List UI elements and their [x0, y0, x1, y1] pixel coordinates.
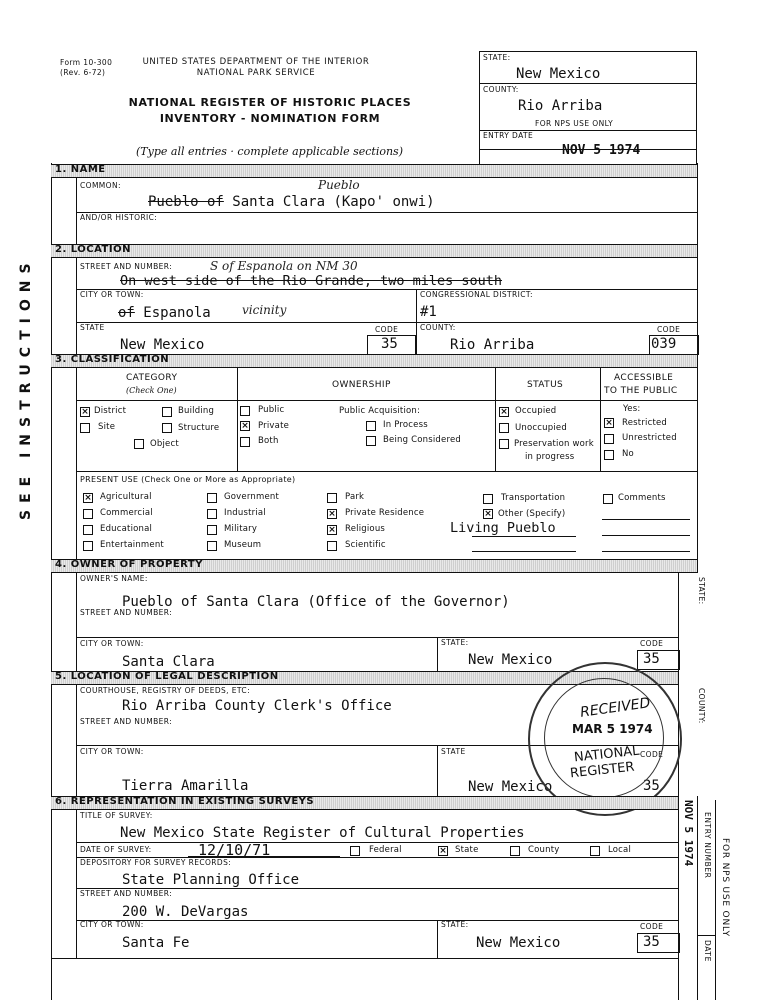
courthouse-label: COURTHOUSE, REGISTRY OF DEEDS, ETC:	[80, 686, 250, 695]
owner-name: Pueblo of Santa Clara (Office of the Governor)	[122, 594, 510, 610]
dep-street: 200 W. DeVargas	[122, 904, 249, 920]
county-code: 039	[651, 336, 677, 352]
street-label: STREET AND NUMBER:	[80, 262, 173, 271]
survey-title: New Mexico State Register of Cultural Properties	[120, 825, 525, 841]
legal-code-label: CODE	[640, 750, 664, 759]
section-5-bar: 5. LOCATION OF LEGAL DESCRIPTION	[51, 671, 678, 685]
military-checkbox[interactable]	[207, 525, 217, 535]
comments-label: Comments	[618, 493, 666, 503]
nps-state-label: STATE:	[483, 53, 511, 62]
site-label: Site	[98, 422, 116, 432]
stamp-national: NATIONAL	[573, 743, 641, 766]
scientific-checkbox[interactable]	[327, 541, 337, 551]
stamp-date: MAR 5 1974	[572, 722, 653, 736]
industrial-checkbox[interactable]	[207, 509, 217, 519]
congressional-district: #1	[420, 304, 437, 320]
common-label: COMMON:	[80, 181, 121, 190]
section-4-bar: 4. OWNER OF PROPERTY	[51, 559, 697, 573]
ownership-head: OWNERSHIP	[332, 380, 391, 390]
object-checkbox[interactable]	[134, 439, 144, 449]
see-instructions: SEE INSTRUCTIONS	[18, 256, 34, 520]
section-3-bar: 3. CLASSIFICATION	[51, 354, 697, 368]
survey-date-label: DATE OF SURVEY:	[80, 845, 152, 854]
dep-code: 35	[643, 934, 660, 950]
form-title: NATIONAL REGISTER OF HISTORIC PLACES	[128, 96, 412, 109]
owner-state-label: STATE:	[441, 638, 469, 647]
dep-state: New Mexico	[476, 935, 561, 951]
site-checkbox[interactable]	[80, 423, 90, 433]
side-entry-number: ENTRY NUMBER	[703, 812, 712, 879]
other-value: Living Pueblo	[450, 520, 556, 536]
depository: State Planning Office	[122, 872, 300, 888]
owner-street-label: STREET AND NUMBER:	[80, 608, 173, 617]
city-label: CITY OR TOWN:	[80, 290, 144, 299]
side-entry-stamp: NOV 5 1974	[682, 800, 695, 867]
historic-label: AND/OR HISTORIC:	[80, 213, 158, 222]
state-label: STATE	[80, 323, 105, 332]
city-handwritten: vicinity	[242, 303, 287, 317]
agricultural-label: Agricultural	[100, 492, 152, 502]
local-label: Local	[608, 845, 632, 855]
form-revision: (Rev. 6-72)	[60, 68, 106, 77]
entry-date-label: ENTRY DATE	[483, 131, 534, 140]
being-considered-label: Being Considered	[383, 435, 461, 445]
legal-state: New Mexico	[468, 779, 553, 795]
handwritten-pueblo: Pueblo	[318, 178, 360, 192]
department: UNITED STATES DEPARTMENT OF THE INTERIOR	[142, 57, 370, 67]
unrestricted-checkbox[interactable]	[604, 434, 614, 444]
public-checkbox[interactable]	[240, 406, 250, 416]
other-checkbox[interactable]: ×	[484, 509, 492, 519]
local-checkbox[interactable]	[590, 846, 600, 856]
county-label: COUNTY:	[420, 323, 456, 332]
being-considered-checkbox[interactable]	[366, 436, 376, 446]
educational-checkbox[interactable]	[83, 525, 93, 535]
legal-state-label: STATE	[441, 747, 466, 756]
accessible-head-2: TO THE PUBLIC	[604, 386, 678, 396]
congressional-label: CONGRESSIONAL DISTRICT:	[420, 290, 533, 299]
restricted-checkbox[interactable]: ×	[605, 418, 613, 428]
transportation-label: Transportation	[501, 493, 566, 503]
county: Rio Arriba	[450, 337, 535, 353]
occupied-label: Occupied	[515, 406, 557, 416]
county-checkbox[interactable]	[510, 846, 520, 856]
public-label: Public	[258, 405, 285, 415]
street-typed: On west side of the Rio Grande, two miles south	[120, 273, 503, 289]
private-residence-label: Private Residence	[345, 508, 425, 518]
in-process-checkbox[interactable]	[366, 421, 376, 431]
federal-checkbox[interactable]	[350, 846, 360, 856]
industrial-label: Industrial	[224, 508, 266, 518]
county-code-label: CODE	[657, 325, 681, 334]
both-label: Both	[258, 436, 279, 446]
unoccupied-checkbox[interactable]	[499, 423, 509, 433]
common-name: Pueblo of Santa Clara (Kapo' onwi)	[148, 194, 435, 210]
occupied-checkbox[interactable]: ×	[500, 407, 508, 417]
yes-label: Yes:	[623, 404, 641, 414]
present-use-label: PRESENT USE (Check One or More as Appropriate)	[80, 475, 296, 484]
side-nps-use-only: FOR NPS USE ONLY	[720, 838, 730, 937]
building-checkbox[interactable]	[162, 407, 172, 417]
religious-checkbox[interactable]: ×	[328, 525, 336, 535]
religious-label: Religious	[345, 524, 386, 534]
military-label: Military	[224, 524, 258, 534]
in-progress-label: in progress	[525, 452, 575, 462]
survey-date: 12/10/71	[198, 841, 271, 859]
park-label: Park	[345, 492, 365, 502]
scientific-label: Scientific	[345, 540, 386, 550]
legal-street-label: STREET AND NUMBER:	[80, 717, 173, 726]
form-number: Form 10-300	[60, 58, 113, 67]
legal-city-label: CITY OR TOWN:	[80, 747, 144, 756]
dep-street-label: STREET AND NUMBER:	[80, 889, 173, 898]
other-label: Other (Specify)	[498, 509, 566, 519]
dep-city-label: CITY OR TOWN:	[80, 920, 144, 929]
depository-label: DEPOSITORY FOR SURVEY RECORDS:	[80, 858, 232, 867]
preservation-checkbox[interactable]	[499, 439, 509, 449]
nps-county-label: COUNTY:	[483, 85, 519, 94]
agricultural-checkbox[interactable]: ×	[84, 493, 92, 503]
owner-city-label: CITY OR TOWN:	[80, 639, 144, 648]
structure-checkbox[interactable]	[162, 423, 172, 433]
nps-county: Rio Arriba	[518, 98, 603, 114]
category-head: CATEGORY	[126, 373, 178, 383]
legal-code: 35	[643, 778, 660, 794]
entry-date-stamp: NOV 5 1974	[562, 143, 641, 158]
commercial-checkbox[interactable]	[83, 509, 93, 519]
entertainment-label: Entertainment	[100, 540, 164, 550]
stamp-received: RECEIVED	[579, 695, 652, 721]
museum-checkbox[interactable]	[207, 541, 217, 551]
code-label: CODE	[375, 325, 399, 334]
courthouse: Rio Arriba County Clerk's Office	[122, 698, 392, 714]
state-checkbox[interactable]: ×	[439, 846, 447, 856]
instructions: (Type all entries · complete applicable sections)	[136, 145, 403, 158]
transportation-checkbox[interactable]	[483, 494, 493, 504]
side-county-label: COUNTY:	[697, 688, 706, 724]
survey-title-label: TITLE OF SURVEY:	[80, 811, 153, 820]
owner-city: Santa Clara	[122, 654, 215, 670]
nps-state: New Mexico	[516, 66, 601, 82]
district-label: District	[94, 406, 127, 416]
museum-label: Museum	[224, 540, 262, 550]
nps-use-only: FOR NPS USE ONLY	[535, 119, 614, 128]
unrestricted-label: Unrestricted	[622, 433, 677, 443]
section-6-bar: 6. REPRESENTATION IN EXISTING SURVEYS	[51, 796, 678, 810]
no-checkbox[interactable]	[604, 450, 614, 460]
side-state-label: STATE:	[697, 577, 706, 605]
commercial-label: Commercial	[100, 508, 153, 518]
owner-code-label: CODE	[640, 639, 664, 648]
accessible-head: ACCESSIBLE	[614, 373, 674, 383]
public-acquisition-label: Public Acquisition:	[339, 406, 421, 416]
side-date: DATE	[703, 940, 712, 962]
state-level-label: State	[455, 845, 479, 855]
private-residence-checkbox[interactable]: ×	[328, 509, 336, 519]
preservation-label: Preservation work	[514, 439, 594, 449]
restricted-label: Restricted	[622, 418, 668, 428]
category-sub: (Check One)	[126, 386, 177, 395]
status-head: STATUS	[527, 380, 564, 390]
entertainment-checkbox[interactable]	[83, 541, 93, 551]
county-level-label: County	[528, 845, 560, 855]
federal-label: Federal	[369, 845, 402, 855]
dep-city: Santa Fe	[122, 935, 190, 951]
park-checkbox[interactable]	[327, 493, 337, 503]
state-code: 35	[381, 336, 398, 352]
building-label: Building	[178, 406, 215, 416]
city: of Espanola	[118, 305, 211, 321]
section-2-bar: 2. LOCATION	[51, 244, 697, 258]
legal-city: Tierra Amarilla	[122, 778, 249, 794]
dep-code-label: CODE	[640, 922, 664, 931]
private-checkbox[interactable]: ×	[241, 421, 249, 431]
state: New Mexico	[120, 337, 205, 353]
district-checkbox[interactable]: ×	[81, 407, 89, 417]
owner-label: OWNER'S NAME:	[80, 574, 148, 583]
both-checkbox[interactable]	[240, 437, 250, 447]
service: NATIONAL PARK SERVICE	[196, 68, 316, 78]
in-process-label: In Process	[383, 420, 428, 430]
owner-state: New Mexico	[468, 652, 553, 668]
street-handwritten: S of Espanola on NM 30	[210, 259, 358, 273]
private-label: Private	[258, 421, 290, 431]
stamp-register: REGISTER	[569, 759, 636, 782]
form-subtitle: INVENTORY - NOMINATION FORM	[159, 112, 381, 125]
dep-state-label: STATE:	[441, 920, 469, 929]
owner-code: 35	[643, 651, 660, 667]
government-checkbox[interactable]	[207, 493, 217, 503]
section-1-bar: 1. NAME	[51, 164, 697, 178]
object-label: Object	[150, 439, 179, 449]
government-label: Government	[224, 492, 280, 502]
structure-label: Structure	[178, 423, 220, 433]
educational-label: Educational	[100, 524, 153, 534]
comments-checkbox[interactable]	[603, 494, 613, 504]
unoccupied-label: Unoccupied	[515, 423, 567, 433]
no-label: No	[622, 449, 634, 459]
